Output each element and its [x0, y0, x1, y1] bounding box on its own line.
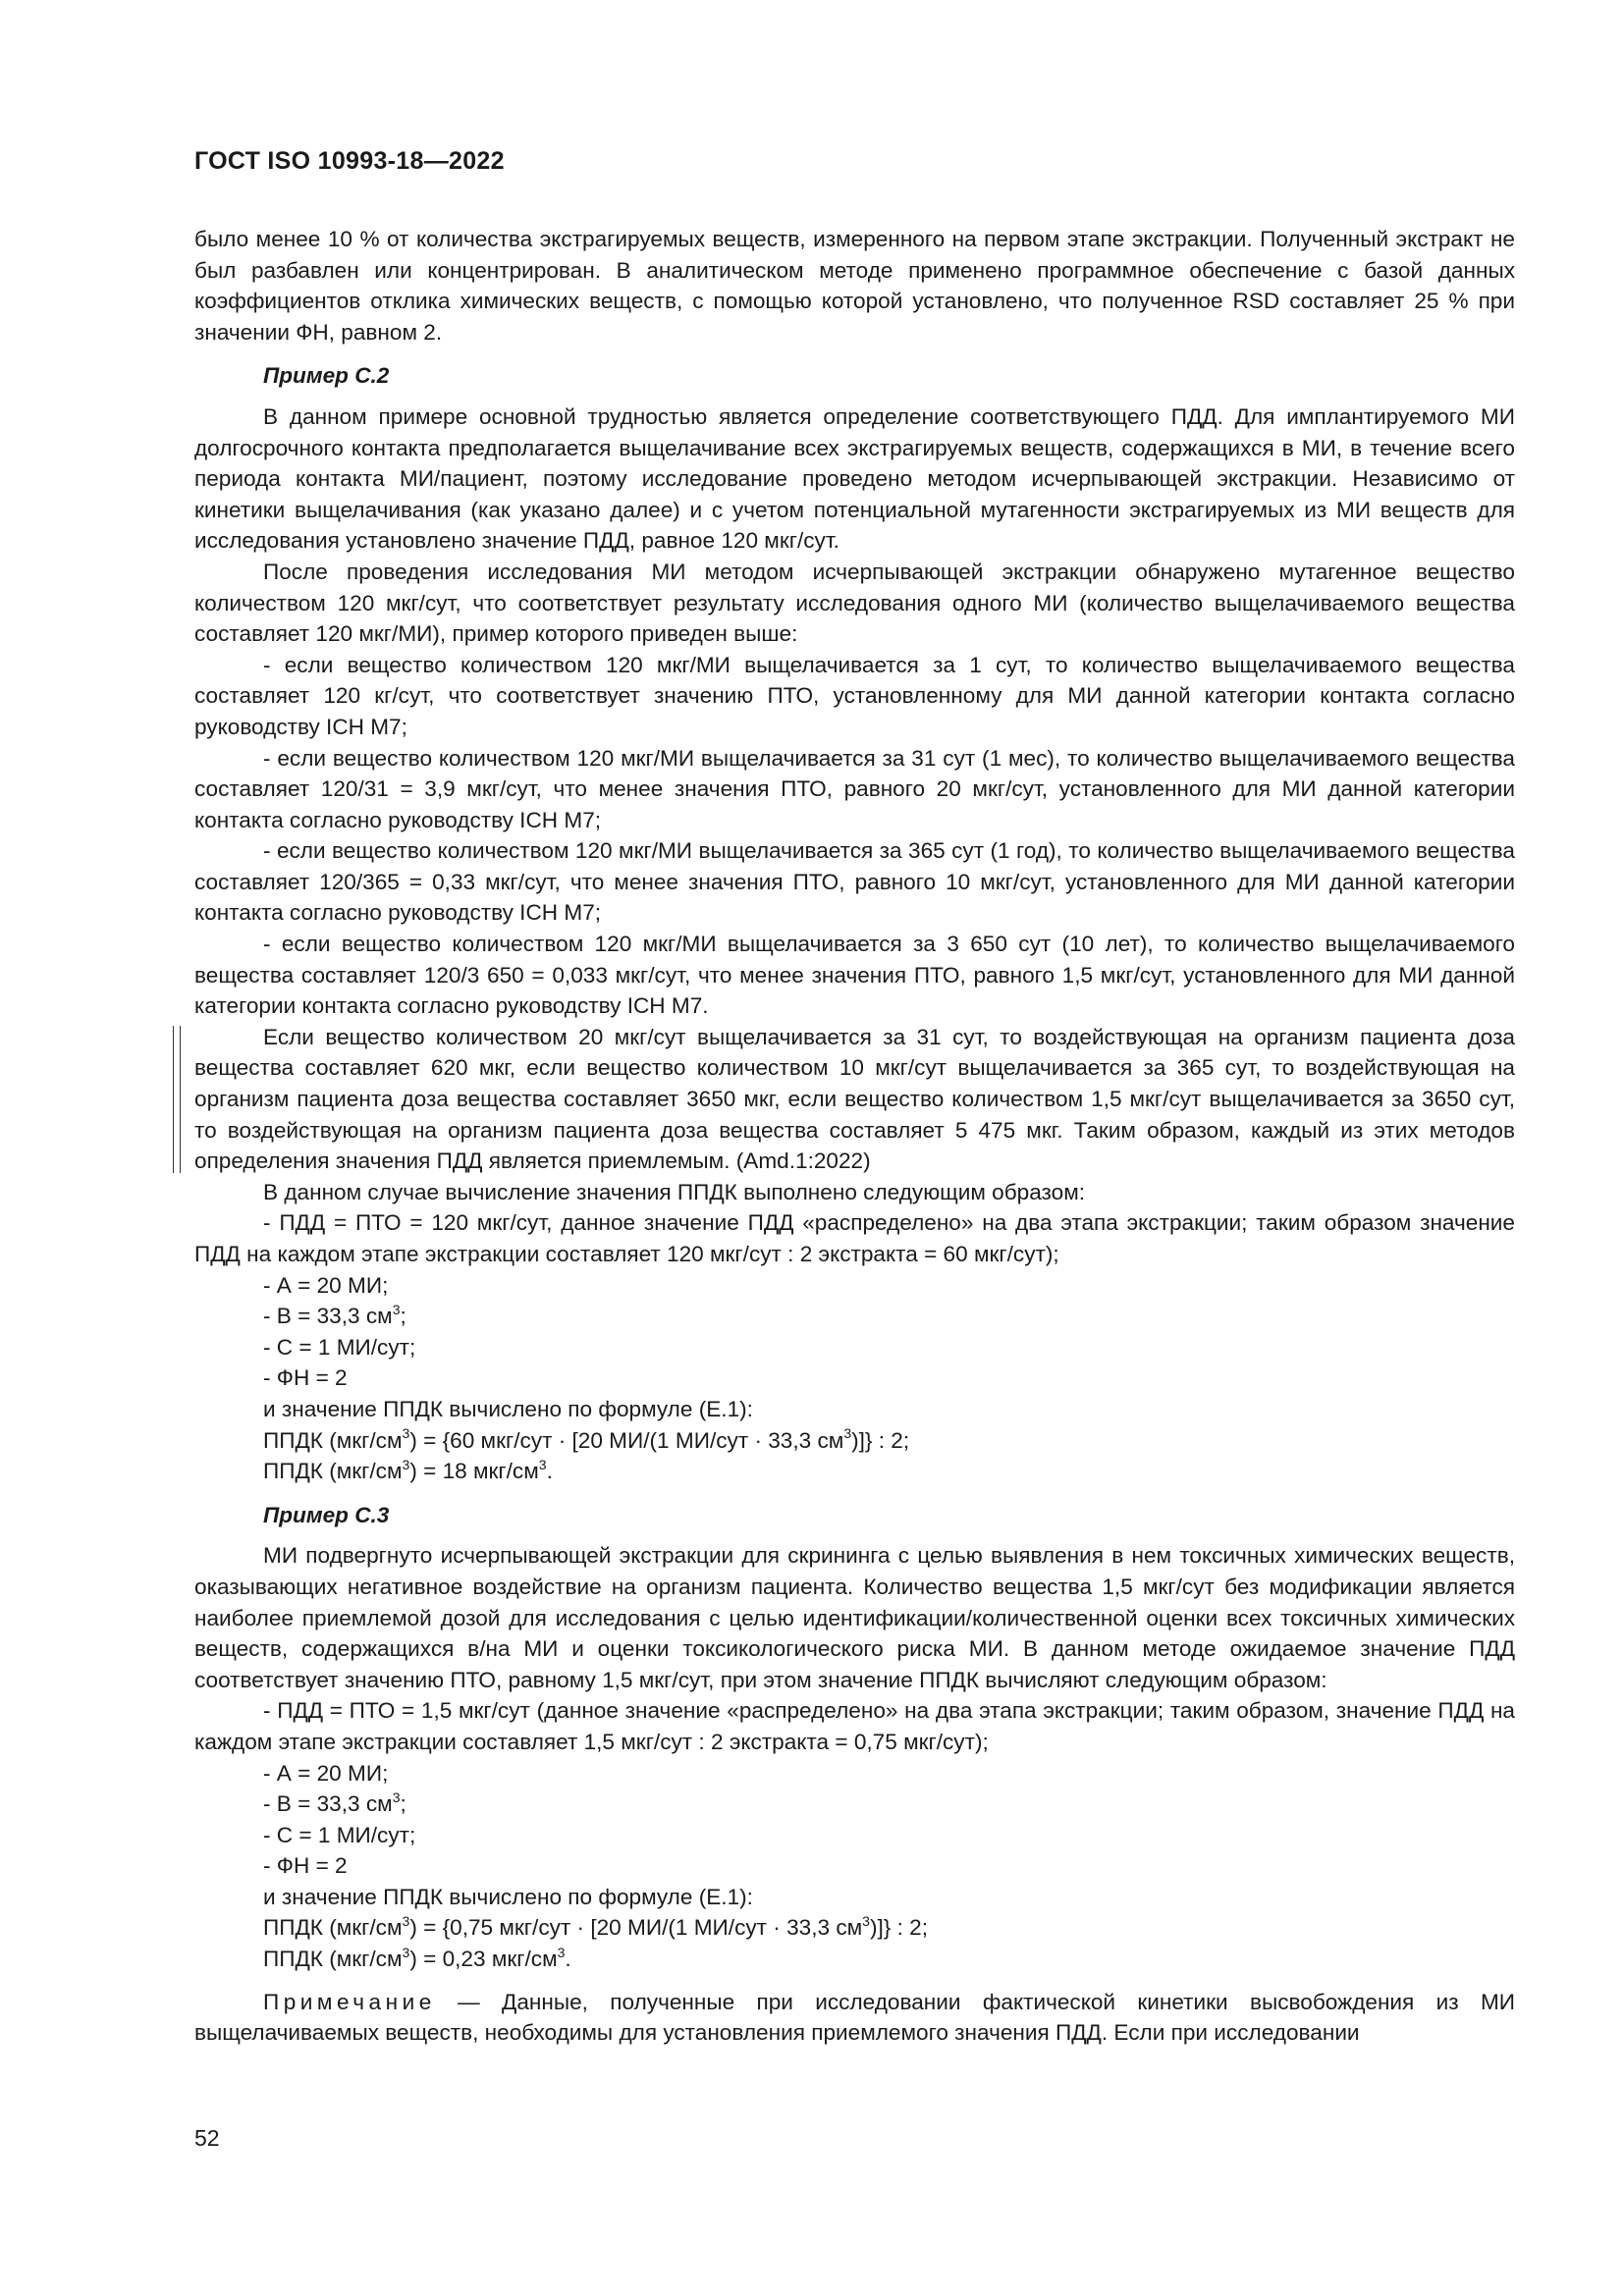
- note-paragraph: [194, 1987, 1515, 2049]
- list-item-text: - В = 33,3 см: [263, 1791, 393, 1817]
- list-item: - С = 1 МИ/сут;: [263, 1334, 416, 1360]
- paragraph: В данном примере основной трудностью является определение соответствующего ПДД. Для имплантируемого МИ долгосрочного контакта предполагается выщелачивание всех экстрагируемых веществ, содержащихся в МИ, в течение всего периода контакта МИ/пациент, поэтому исследование проведено методом исчерпывающей экстракции. Независимо от кинетики выщелачивания (как указано далее) и с учетом потенциальной мутагенности экстрагируемых из МИ веществ для исследования установлено значение ПДД, равное 120 мкг/сут.: [194, 403, 1515, 554]
- superscript: 3: [402, 1944, 410, 1960]
- formula-text: )]} : 2;: [869, 1915, 928, 1941]
- page-number: 52: [194, 2125, 220, 2151]
- paragraph: было менее 10 % от количества экстрагируемых веществ, измеренного на первом этапе экстракции. Полученный экстракт не был разбавлен или концентрирован. В аналитическом методе применено программное обеспечение с базой данных коэффициентов отклика химических веществ, с помощью которой установлено, что полученное RSD составляет 25 % при значении ФН, равном 2.: [194, 227, 1515, 345]
- paragraph: - если вещество количеством 120 мкг/МИ выщелачивается за 1 сут, то количество выщелачиваемого вещества составляет 120 кг/сут, что соответствует значению ПТО, установленному для МИ данной категории контакта согласно руководству ICH M7;: [194, 652, 1515, 739]
- amendment-margin-bar: [173, 1026, 181, 1173]
- list-item: [194, 1301, 1515, 1332]
- superscript: 3: [402, 1425, 410, 1442]
- document-body: [194, 224, 1515, 2049]
- formula-line: [194, 1456, 1515, 1487]
- paragraph: После проведения исследования МИ методом исчерпывающей экстракции обнаружено мутагенное вещество количеством 120 мкг/сут, что соответствует результату исследования одного МИ (количество выщелачиваемого вещества составляет 120 мкг/МИ), пример которого приведен выше:: [194, 559, 1515, 647]
- list-item: - ФН = 2: [263, 1853, 348, 1879]
- superscript: 3: [843, 1425, 852, 1442]
- list-item: и значение ППДК вычислено по формуле (Е.1):: [263, 1884, 753, 1909]
- list-item: и значение ППДК вычислено по формуле (Е.1):: [263, 1396, 753, 1421]
- formula-text: ) = {60 мкг/сут · [20 МИ/(1 МИ/сут · 33,3 см: [409, 1427, 844, 1453]
- paragraph: - ПДД = ПТО = 1,5 мкг/сут (данное значение «распределено» на два этапа экстракции; таким образом, значение ПДД на каждом этапе экстракции составляет 1,5 мкг/сут : 2 экстракта = 0,75 мкг/сут);: [194, 1698, 1515, 1754]
- formula-text: ППДК (мкг/см: [263, 1459, 403, 1484]
- paragraph: В данном случае вычисление значения ППДК выполнено следующим образом:: [263, 1179, 1086, 1204]
- formula-text: .: [546, 1459, 553, 1484]
- superscript: 3: [557, 1944, 566, 1960]
- formula-text: ) = 18 мкг/см: [409, 1459, 539, 1484]
- superscript: 3: [402, 1912, 410, 1929]
- example-heading: Пример С.3: [263, 1502, 390, 1527]
- paragraph: - если вещество количеством 120 мкг/МИ выщелачивается за 3 650 сут (10 лет), то количество выщелачиваемого вещества составляет 120/3 650 = 0,033 мкг/сут, что менее значения ПТО, равного 1,5 мкг/сут, установленного для МИ данной категории контакта согласно руководству ICH M7.: [194, 932, 1515, 1019]
- formula-text: ) = {0,75 мкг/сут · [20 МИ/(1 МИ/сут · 33,3 см: [409, 1915, 863, 1941]
- paragraph: - ПДД = ПТО = 120 мкг/сут, данное значение ПДД «распределено» на два этапа экстракции; таким образом значение ПДД на каждом этапе экстракции составляет 120 мкг/сут : 2 экстракта = 60 мкг/сут);: [194, 1210, 1515, 1266]
- list-item-text: ;: [400, 1791, 406, 1817]
- list-item: - С = 1 МИ/сут;: [263, 1822, 416, 1847]
- list-item-text: - В = 33,3 см: [263, 1304, 393, 1329]
- example-heading: Пример С.2: [263, 363, 390, 389]
- paragraph: МИ подвергнуто исчерпывающей экстракции для скрининга с целью выявления в нем токсичных химических веществ, оказывающих негативное воздействие на организм пациента. Количество вещества 1,5 мкг/сут без модификации является наиболее приемлемой дозой для исследования с целью идентификации/количественной оценки всех токсичных химических веществ, содержащихся в/на МИ и оценки токсикологического риска МИ. В данном методе ожидаемое значение ПДД соответствует значению ПТО, равному 1,5 мкг/сут, при этом значение ППДК вычисляют следующим образом:: [194, 1543, 1515, 1692]
- formula-text: ППДК (мкг/см: [263, 1427, 403, 1453]
- formula-text: .: [565, 1947, 571, 1972]
- formula-text: )]} : 2;: [851, 1427, 910, 1453]
- list-item: - А = 20 МИ;: [263, 1272, 389, 1298]
- superscript: 3: [538, 1456, 547, 1472]
- note-label: Примечание: [263, 1989, 436, 2014]
- superscript: 3: [402, 1456, 410, 1472]
- list-item: - А = 20 МИ;: [263, 1760, 389, 1786]
- spacer: [194, 1975, 1515, 1987]
- formula-text: ) = 0,23 мкг/см: [409, 1947, 558, 1972]
- document-header: ГОСТ ISO 10993-18—2022: [194, 147, 505, 175]
- amendment-paragraph: Если вещество количеством 20 мкг/сут выщелачивается за 31 сут, то воздействующая на организм пациента доза вещества составляет 620 мкг, если вещество количеством 10 мкг/сут выщелачивается за 365 сут, то воздействующая на организм пациента доза вещества составляет 3650 мкг, если вещество количеством 1,5 мкг/сут выщелачивается за 3650 сут, то воздействующая на организм пациента доза вещества составляет 5 475 мкг. Таким образом, каждый из этих методов определения значения ПДД является приемлемым. (Amd.1:2022): [194, 1022, 1515, 1177]
- superscript: 3: [392, 1301, 401, 1317]
- superscript: 3: [392, 1789, 401, 1805]
- superscript: 3: [862, 1912, 870, 1929]
- paragraph: - если вещество количеством 120 мкг/МИ выщелачивается за 31 сут (1 мес), то количество выщелачиваемого вещества составляет 120/31 = 3,9 мкг/сут, что менее значения ПТО, равного 20 мкг/сут, установленного для МИ данной категории контакта согласно руководству ICH M7;: [194, 745, 1515, 832]
- formula-text: ППДК (мкг/см: [263, 1947, 403, 1972]
- paragraph: - если вещество количеством 120 мкг/МИ выщелачивается за 365 сут (1 год), то количество выщелачиваемого вещества составляет 120/365 = 0,33 мкг/сут, что менее значения ПТО, равного 10 мкг/сут, установленного для МИ данной категории контакта согласно руководству ICH M7;: [194, 838, 1515, 926]
- list-item-text: ;: [400, 1304, 406, 1329]
- formula-line: [194, 1912, 1515, 1944]
- list-item: [194, 1789, 1515, 1820]
- formula-line: [194, 1944, 1515, 1975]
- list-item: - ФН = 2: [263, 1365, 348, 1391]
- note-text: — Данные, полученные при исследовании фактической кинетики высвобождения из МИ выщелачиваемых веществ, необходимы для установления приемлемого значения ПДД. Если при исследовании: [194, 1989, 1515, 2046]
- formula-text: ППДК (мкг/см: [263, 1915, 403, 1941]
- formula-line: [194, 1425, 1515, 1457]
